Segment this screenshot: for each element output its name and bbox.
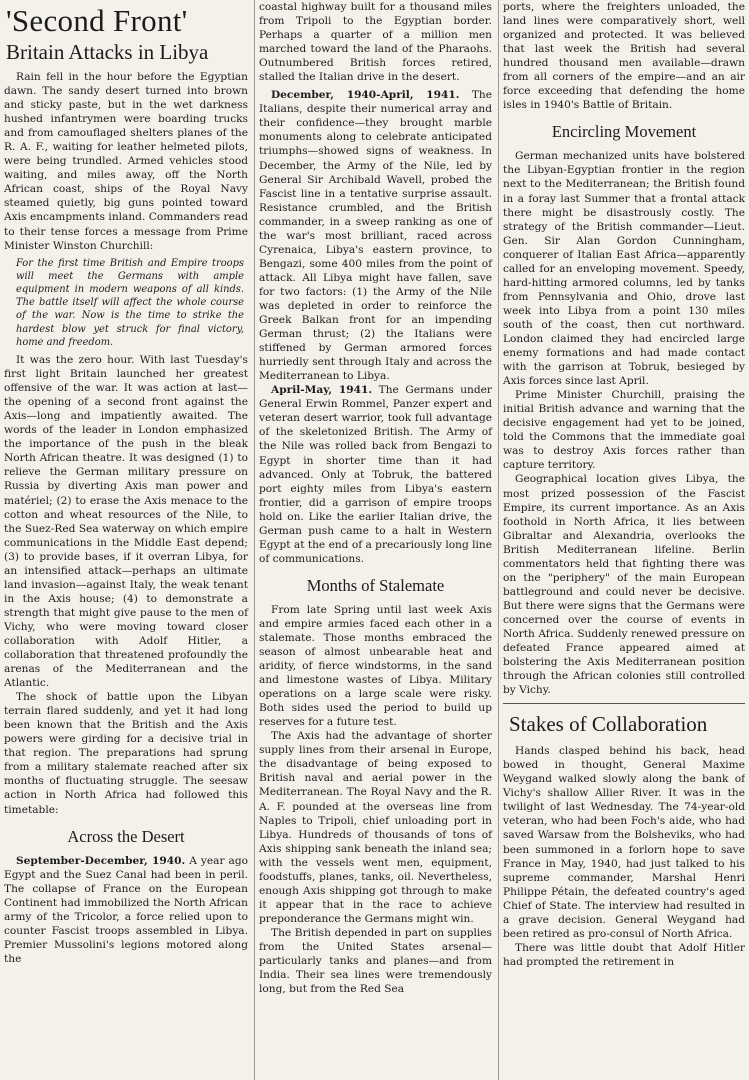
paragraph [259,383,492,566]
column-3 [498,0,745,1080]
paragraph [259,88,492,383]
subhead-encircling-movement: Encircling Movement [551,122,697,142]
paragraph: coastal highway built for a thousand miles from Tripoli to the Egyptian border. Perhaps a quarter of a million men marched toward the land of the Pharaohs. Outnumbered British forces retired, stalled the Italian drive in the desert. [259,1,492,84]
section-divider [503,703,745,704]
subhead-across-the-desert: Across the Desert [67,826,185,846]
paragraph-text: The Italians, despite their numerical array and their confidence—they brought marble monuments along to celebrate anticipated triumphs—showed signs of weakness. In December, the Army of the Nile, led by General Sir Archibald Wavell, probed the Fascist line in a tentative surprise assault. Resistance crumbled, and the British commander, in a sweep ranking as one of the war's most brilliant, raced across Cyrenaica, Libya's eastern province, to Bengazi, some 400 miles from the point of attack. All Libya might have fallen, save for two factors: (1) the Army of the Nile was depleted in order to reinforce the Greek Balkan front for an impending German thrust; (2) the Italians were stiffened by German armored forces hurriedly sent through Italy and across the Mediterranean to Libya. [259,89,492,383]
date-lead: September-December, 1940. [16,854,186,867]
column-1 [4,0,252,1080]
paragraph: Geographical location gives Libya, the most prized possession of the Fascist Empire, its current importance. As an Axis foothold in North Africa, it lies between Gibraltar and Alexandria, overlooks the British Mediterranean lifeline. Berlin commentators held that fighting there was on the "periphery" of the main European battleground and could never be decisive. But there were signs that the Germans were concerned over the course of events in North Africa. Suddenly renewed pressure on defeated France appeared aimed at bolstering the Axis Mediterranean position through the African colonies still controlled by Vichy. [503,473,745,697]
paragraph-text: The Germans under General Erwin Rommel, Panzer expert and veteran desert warrior, took full advantage of the skeletonized British. The Army of the Nile was rolled back from Bengazi to Egypt in shorter time than it had advanced. Only at Tobruk, the battered port eighty miles from Libya's eastern frontier, did a garrison of empire troops hold on. Like the earlier Italian drive, the German push came to a halt in Western Egypt at the end of a precariously long line of communications. [259,384,493,565]
paragraph: It was the zero hour. With last Tuesday's first light Britain launched her greatest offensive of the war. It was action at last—the opening of a second front against the Axis—long and impatiently awaited. The words of the leader in London emphasized the importance of the push in the bleak North African theatre. It was designed (1) to relieve the German military pressure on Russia by diverting Axis man power and matériel; (2) to erase the Axis menace to the cotton and wheat resources of the Nile, to the Suez-Red Sea waterway on which empire communications in the Middle East depend; (3) to provide bases, if it overran Libya, for an intensified attack—perhaps an ultimate land invasion—against Italy, the weak tenant in the Axis house; (4) to demonstrate a strength that might give pause to the men of Vichy, who were moving toward closer collaboration with Adolf Hitler, a collaboration that threatened profoundly the arenas of the Mediterranean and the Atlantic. [4,354,248,690]
paragraph: German mechanized units have bolstered the Libyan-Egyptian frontier in the region next to the Mediterranean; the British found in a foray last Summer that a frontal attack there might be disastrously costly. The strategy of the British commander—Lieut. Gen. Sir Alan Gordon Cunningham, conquerer of Italian East Africa—apparently called for an enveloping movement. Speedy, hard-hitting armored columns, led by tanks from Pennsylvania and Ohio, drove last week into Libya from a point 130 miles south of the coast, then cut northward. London claimed they had encircled large enemy formations and had made contact with the garrison at Tobruk, besieged by Axis forces since last April. [503,150,745,388]
churchill-quote: For the first time British and Empire troops will meet the Germans with ample equipment in modern weapons of all kinds. The battle itself will affect the whole course of the war. Now is the time to strike the hardest blow yet struck for final victory, home and freedom. [16,257,244,348]
paragraph: The British depended in part on supplies from the United States arsenal—particularly tanks and planes—and from India. Their sea lines were tremendously long, but from the Red Sea [259,926,492,996]
paragraph: ports, where the freighters unloaded, the land lines were comparatively short, well organized and protected. It was believed that last week the British had several hundred thousand men available—drawn from all corners of the empire—and an air force exceeding that defending the home isles in 1940's Battle of Britain. [503,1,745,112]
paragraph: There was little doubt that Adolf Hitler had prompted the retirement in [503,941,745,968]
paragraph-text: A year ago Egypt and the Suez Canal had been in peril. The collapse of France on the European Continent had immobilized the North African army of the Tricolor, a force relied upon to counter Fascist troops assembled in Libya. Premier Mussolini's legions motored along the [4,854,248,965]
paragraph: From late Spring until last week Axis and empire armies faced each other in a stalemate. Those months embraced the season of almost unbearable heat and aridity, of fierce windstorms, in the sand and limestone wastes of Libya. Military operations on a large scale were risky. Both sides used the period to build up reserves for a future test. [259,603,492,729]
subhead-stakes-of-collaboration: Stakes of Collaboration [509,712,708,737]
paragraph: Prime Minister Churchill, praising the initial British advance and warning that the decisive engagement had yet to be joined, told the Commons that the immediate goal was to destroy Axis forces rather than capture territory. [503,389,745,472]
kicker-title: 'Second Front' [6,3,188,38]
subhead-months-of-stalemate: Months of Stalemate [306,575,445,595]
paragraph: The shock of battle upon the Libyan terrain flared suddenly, and yet it had long been known that the British and the Axis powers were girding for a decisive trial in that region. The preparations had sprung from a military stalemate reached after six months of fluctuating struggle. The seesaw action in North Africa had followed this timetable: [4,691,248,816]
paragraph: Hands clasped behind his back, head bowed in thought, General Maxime Weygand walked slowly along the bank of Vichy's shallow Allier River. It was in the twilight of last Wednesday. The 74-year-old veteran, who had been Foch's aide, who had saved Warsaw from the Bolsheviks, who had been summoned in a forlorn hope to save France in May, 1940, had just talked to his supreme commander, Marshal Henri Philippe Pétain, the defeated country's aged Chief of State. The interview had resulted in a grave decision. General Weygand had been retired as pro-consul of North Africa. [503,745,745,940]
paragraph: Rain fell in the hour before the Egyptian dawn. The sandy desert turned into brown and sticky paste, but in the wet darkness hushed infantrymen were boarding trucks and from camouflaged shelters planes of the R. A. F., waiting for leather helmeted pilots, were being trundled. Armed vehicles stood waiting, and miles away, off the North African coast, ships of the Royal Navy steamed quietly, big guns pointed toward Axis encampments inland. Commanders read to their tense forces a message from Prime Minister Winston Churchill: [4,71,248,252]
date-lead: April-May, 1941. [271,384,373,397]
paragraph: The Axis had the advantage of shorter supply lines from their arsenal in Europe, the disadvantage of being exposed to British naval and aerial power in the Mediterranean. The Royal Navy and the R. A. F. pounded at the overseas line from Naples to Tripoli, chief unloading port in Libya. Hundreds of thousands of tons of Axis shipping sank beneath the inland sea; with the vessels went men, equipment, foodstuffs, planes, tanks, oil. Nevertheless, enough Axis shipping got through to make it appear that in the race to achieve preponderance the Germans might win. [259,730,492,925]
date-lead: December, 1940-April, 1941. [271,89,460,102]
column-2 [254,0,496,1080]
article-headline: Britain Attacks in Libya [6,40,209,64]
paragraph [4,854,248,966]
